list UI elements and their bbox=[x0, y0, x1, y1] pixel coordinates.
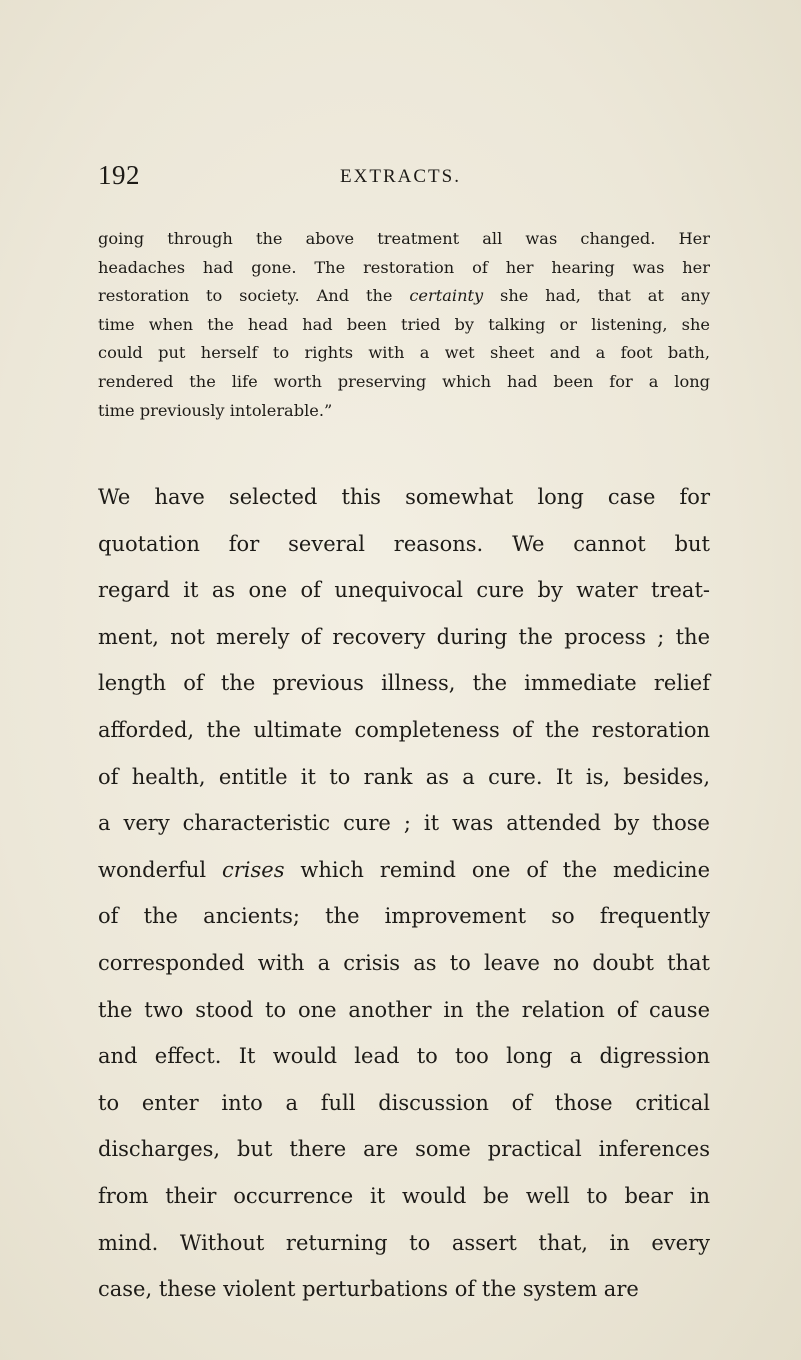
text-line bbox=[98, 754, 710, 801]
text-line bbox=[98, 660, 710, 707]
quote-line bbox=[98, 311, 710, 340]
text-run: corresponded with a crisis as to leave no doubt that bbox=[98, 950, 710, 975]
text-line bbox=[98, 940, 710, 987]
text-run: the two stood to one another in the relation of cause bbox=[98, 997, 710, 1022]
text-run: time previously intolerable.” bbox=[98, 400, 333, 420]
italic-term: certainty bbox=[409, 286, 484, 306]
text-run: We have selected this somewhat long case for bbox=[98, 485, 710, 509]
text-run: regard it as one of unequivocal cure by water treat- bbox=[98, 578, 710, 603]
page-number: 192 bbox=[98, 160, 140, 190]
text-line bbox=[98, 1173, 710, 1220]
text-line bbox=[98, 847, 710, 894]
italic-term: crises bbox=[222, 857, 285, 882]
text-run: a very characteristic cure ; it was attended by those bbox=[98, 811, 710, 836]
text-line bbox=[98, 800, 710, 847]
text-run: to enter into a full discussion of those critical bbox=[98, 1090, 710, 1115]
text-run: she had, that at any bbox=[483, 286, 710, 306]
quote-line bbox=[98, 254, 710, 283]
text-run: discharges, but there are some practical inferences bbox=[98, 1137, 710, 1162]
text-run: afforded, the ultimate completeness of the restoration bbox=[98, 717, 710, 742]
text-run: ment, not merely of recovery during the process ; the bbox=[98, 624, 710, 649]
page-header bbox=[0, 160, 801, 200]
text-line bbox=[98, 1266, 710, 1313]
running-head: EXTRACTS. bbox=[340, 166, 461, 187]
text-run: from their occurrence it would be well to bear in bbox=[98, 1183, 710, 1208]
text-run: headaches had gone. The restoration of her hearing was her bbox=[98, 257, 710, 277]
text-run: case, these violent perturbations of the system are bbox=[98, 1277, 639, 1302]
text-line bbox=[98, 987, 710, 1034]
text-line bbox=[98, 893, 710, 940]
text-run: time when the head had been tried by talking or listening, she bbox=[98, 314, 710, 334]
text-run: rendered the life worth preserving which had been for a long bbox=[98, 371, 710, 391]
quoted-passage bbox=[98, 225, 710, 425]
text-line bbox=[98, 474, 710, 521]
text-line bbox=[98, 567, 710, 614]
text-line bbox=[98, 1080, 710, 1127]
text-line bbox=[98, 521, 710, 568]
text-line bbox=[98, 614, 710, 661]
text-line bbox=[98, 707, 710, 754]
quote-line bbox=[98, 225, 710, 254]
quote-line bbox=[98, 339, 710, 368]
text-run: which remind one of the medicine bbox=[284, 857, 710, 882]
text-line bbox=[98, 1126, 710, 1173]
text-run: of health, entitle it to rank as a cure. It is, besides, bbox=[98, 764, 710, 789]
text-run: going through the above treatment all was changed. Her bbox=[98, 229, 710, 248]
text-run: of the ancients; the improvement so frequently bbox=[98, 904, 710, 929]
text-run: restoration to society. And the bbox=[98, 286, 410, 306]
quote-line bbox=[98, 397, 710, 426]
text-run: mind. Without returning to assert that, in every bbox=[98, 1230, 710, 1255]
text-line bbox=[98, 1033, 710, 1080]
quote-line bbox=[98, 368, 710, 397]
text-run: and effect. It would lead to too long a digression bbox=[98, 1044, 710, 1069]
text-line bbox=[98, 1220, 710, 1267]
body-paragraph bbox=[98, 474, 710, 1313]
text-run: length of the previous illness, the immediate relief bbox=[98, 671, 710, 696]
text-run: quotation for several reasons. We cannot but bbox=[98, 531, 710, 556]
quote-line bbox=[98, 282, 710, 311]
text-run: wonderful bbox=[98, 857, 222, 882]
text-run: could put herself to rights with a wet sheet and a foot bath, bbox=[98, 343, 710, 363]
